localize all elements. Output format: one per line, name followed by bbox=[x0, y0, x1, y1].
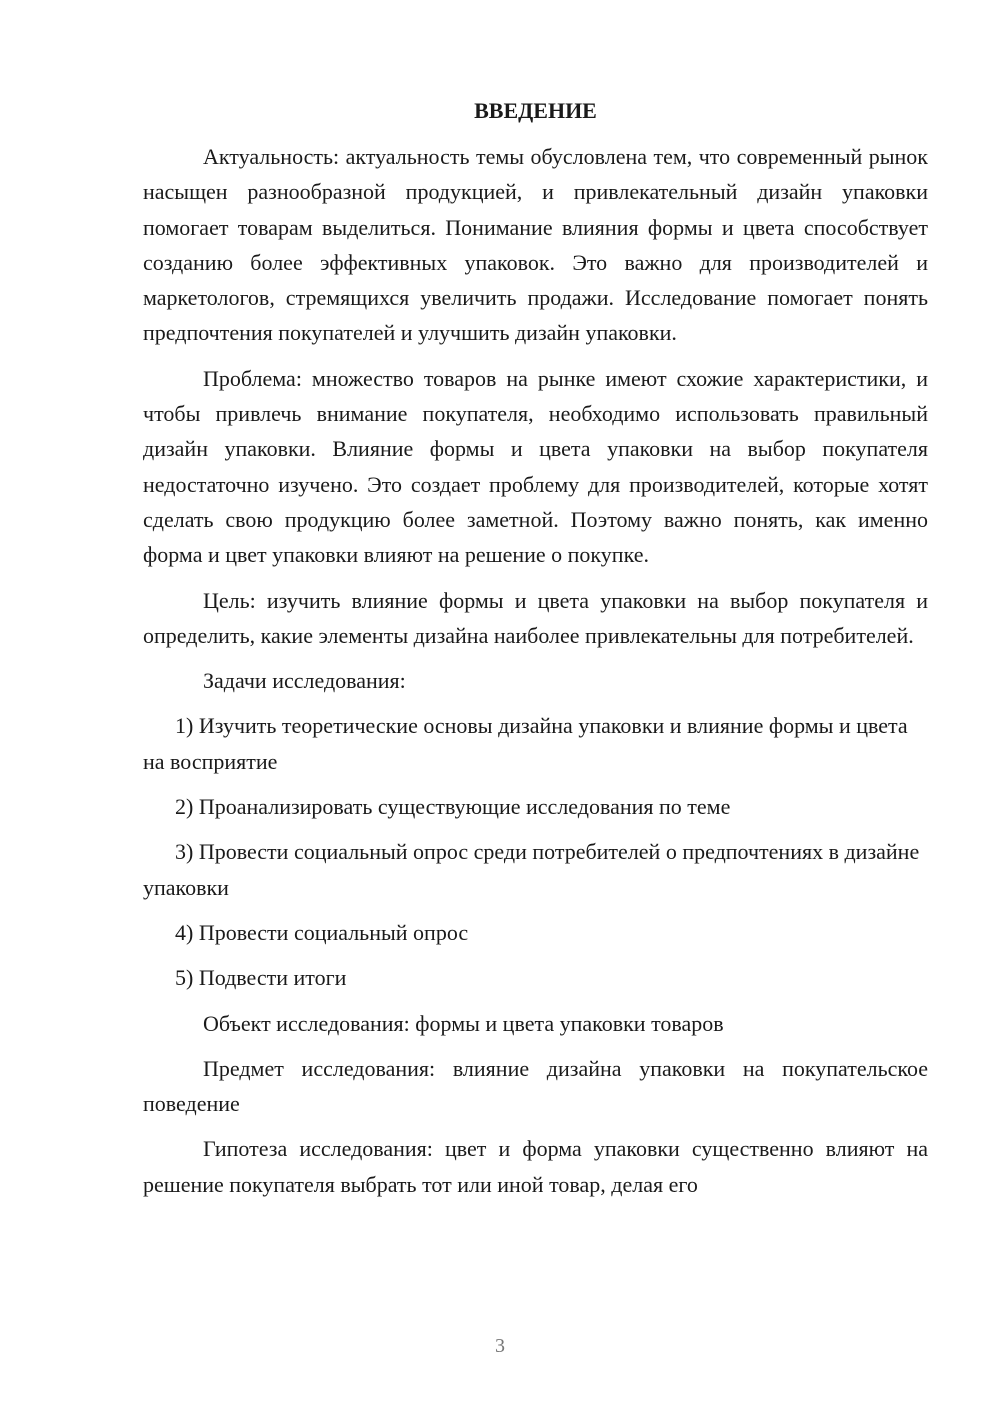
relevance-paragraph: Актуальность: актуальность темы обусловлена тем, что современный рынок насыщен разнообразной продукцией, и привлекательный дизайн упаковки помогает товарам выделиться. Понимание влияния формы и цвета способствует созданию более эффективных упаковок. Это важно для производителей и маркетологов, стремящихся увеличить продажи. Исследование помогает понять предпочтения покупателей и улучшить дизайн упаковки. bbox=[143, 144, 928, 346]
section-heading: ВВЕДЕНИЕ bbox=[474, 98, 597, 123]
task-item-2: 2) Проанализировать существующие исследования по теме bbox=[175, 794, 731, 820]
task-item-4: 4) Провести социальный опрос bbox=[175, 919, 469, 945]
goal-paragraph: Цель: изучить влияние формы и цвета упаковки на выбор покупателя и определить, какие элементы дизайна наиболее привлекательны для потребителей. bbox=[143, 587, 928, 648]
task-item-5: 5) Подвести итоги bbox=[175, 965, 347, 991]
object-paragraph: Объект исследования: формы и цвета упаковки товаров bbox=[203, 1010, 724, 1036]
hypothesis-paragraph: Гипотеза исследования: цвет и форма упаковки существенно влияют на решение покупателя выбрать тот или иной товар, делая его bbox=[143, 1136, 928, 1197]
task-item-3: 3) Провести социальный опрос среди потребителей о предпочтениях в дизайне упаковки bbox=[143, 839, 920, 900]
document-page bbox=[143, 96, 928, 1212]
task-item-1: 1) Изучить теоретические основы дизайна упаковки и влияние формы и цвета на восприятие bbox=[143, 713, 908, 774]
tasks-title: Задачи исследования: bbox=[203, 668, 406, 694]
subject-paragraph: Предмет исследования: влияние дизайна упаковки на покупательское поведение bbox=[143, 1055, 928, 1117]
page-number: 3 bbox=[495, 1335, 505, 1357]
problem-paragraph: Проблема: множество товаров на рынке имеют схожие характеристики, и чтобы привлечь внимание покупателя, необходимо использовать правильный дизайн упаковки. Влияние формы и цвета упаковки на выбор покупателя недостаточно изучено. Это создает проблему для производителей, которые хотят сделать свою продукцию более заметной. Поэтому важно понять, как именно форма и цвет упаковки влияют на решение о покупке. bbox=[143, 365, 928, 568]
